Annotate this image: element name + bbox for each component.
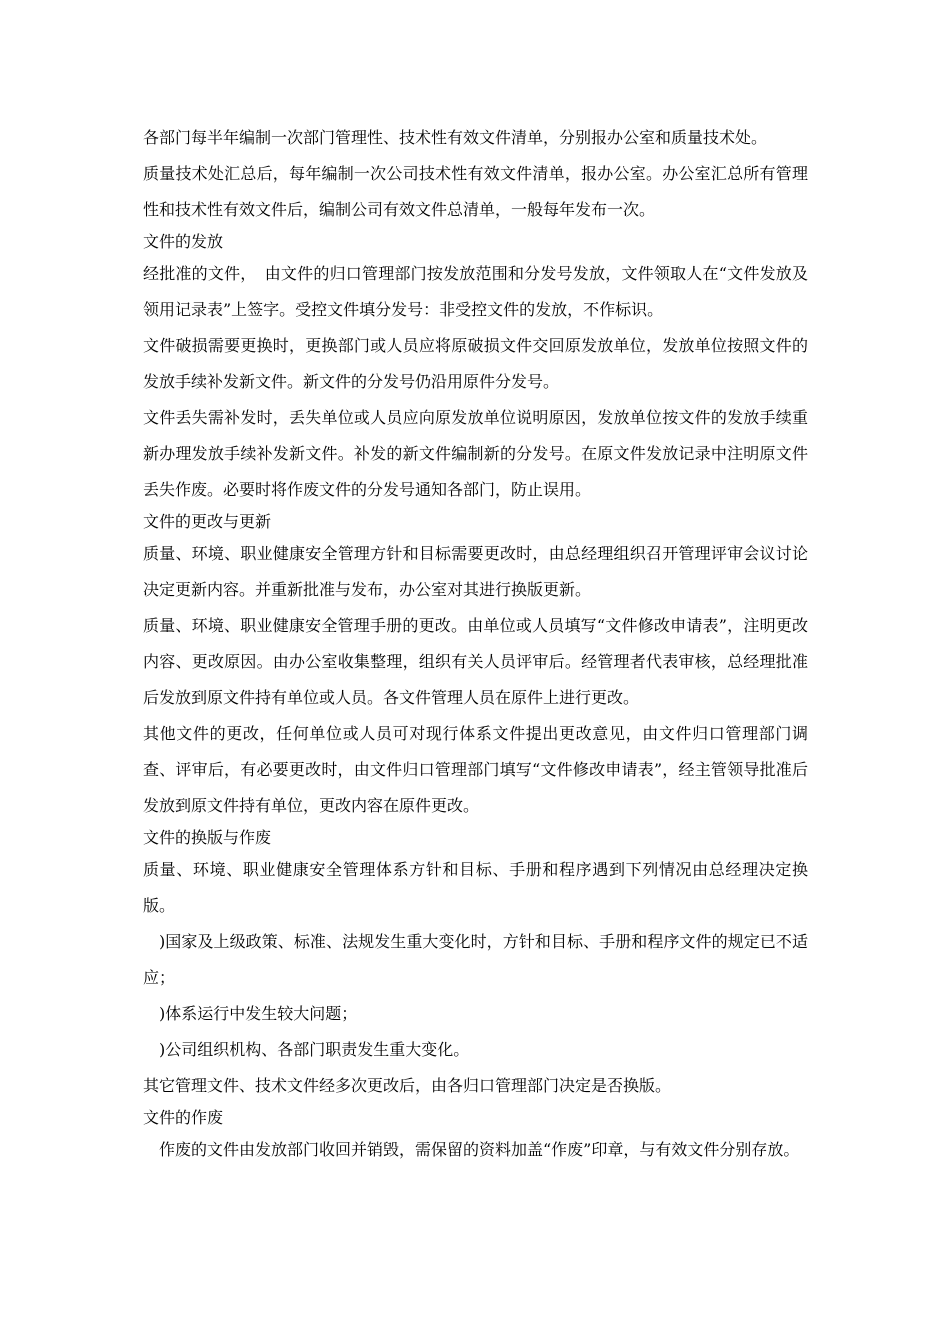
paragraph: 经批准的文件， 由文件的归口管理部门按发放范围和分发号发放，文件领取人在“文件发放及领用记录表”上签字。受控文件填分发号：非受控文件的发放，不作标识。 [143,264,808,319]
paragraph: 其他文件的更改，任何单位或人员可对现行体系文件提出更改意见，由文件归口管理部门调查、评审后，有必要更改时，由文件归口管理部门填写“文件修改申请表”，经主管领导批准后发放到原文件持有单位，更改内容在原件更改。 [143,724,808,815]
list-item: )公司组织机构、各部门职责发生重大变化。 [159,1040,470,1059]
paragraph: 质量技术处汇总后，每年编制一次公司技术性有效文件清单，报办公室。办公室汇总所有管理性和技术性有效文件后，编制公司有效文件总清单，一般每年发布一次。 [143,164,808,219]
paragraph: 质量、环境、职业健康安全管理方针和目标需要更改时，由总经理组织召开管理评审会议讨论决定更新内容。并重新批准与发布，办公室对其进行换版更新。 [143,544,808,599]
section-heading: 文件的发放 [143,232,224,251]
section-heading: 文件的换版与作废 [143,828,272,847]
list-item: )国家及上级政策、标准、法规发生重大变化时，方针和目标、手册和程序文件的规定已不适应； [143,932,808,987]
list-item: )体系运行中发生较大问题； [159,1004,358,1023]
paragraph: 文件丢失需补发时，丢失单位或人员应向原发放单位说明原因，发放单位按文件的发放手续重新办理发放手续补发新文件。补发的新文件编制新的分发号。在原文件发放记录中注明原文件丢失作废。必要时将作废文件的分发号通知各部门，防止误用。 [143,408,808,499]
paragraph: 质量、环境、职业健康安全管理体系方针和目标、手册和程序遇到下列情况由总经理决定换版。 [143,860,808,915]
paragraph: 质量、环境、职业健康安全管理手册的更改。由单位或人员填写“文件修改申请表”，注明更改内容、更改原因。由办公室收集整理，组织有关人员评审后。经管理者代表审核，总经理批准后发放到原文件持有单位或人员。各文件管理人员在原件上进行更改。 [143,616,808,707]
paragraph: 其它管理文件、技术文件经多次更改后，由各归口管理部门决定是否换版。 [143,1076,672,1095]
section-heading: 文件的更改与更新 [143,512,272,531]
paragraph: 文件破损需要更换时，更换部门或人员应将原破损文件交回原发放单位，发放单位按照文件的发放手续补发新文件。新文件的分发号仍沿用原件分发号。 [143,336,808,391]
paragraph: 各部门每半年编制一次部门管理性、技术性有效文件清单，分别报办公室和质量技术处。 [143,128,768,147]
paragraph: 作废的文件由发放部门收回并销毁，需保留的资料加盖“作废”印章，与有效文件分别存放。 [159,1140,800,1159]
document-page [143,120,808,1168]
section-heading: 文件的作废 [143,1108,224,1127]
